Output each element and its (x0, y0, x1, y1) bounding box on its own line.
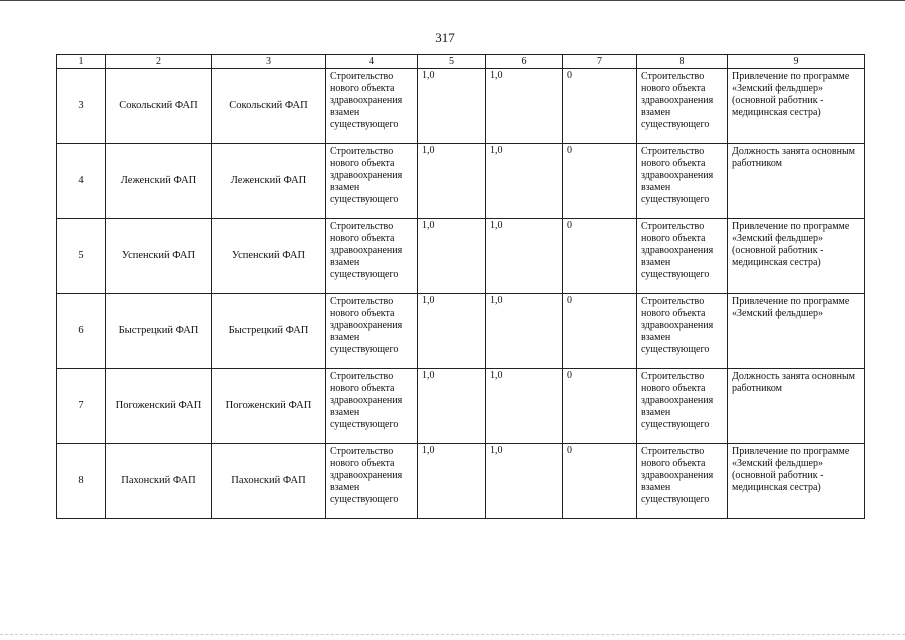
value-col7: 0 (563, 444, 637, 519)
plan-text: Строительство нового объекта здравоохранения взамен существующего (637, 294, 728, 369)
facility-name: Успенский ФАП (106, 219, 212, 294)
facility-name-alt: Сокольский ФАП (212, 69, 326, 144)
table-row (57, 444, 865, 519)
row-number: 8 (57, 444, 106, 519)
bottom-divider (0, 634, 905, 635)
header-row (57, 55, 865, 69)
value-col7: 0 (563, 294, 637, 369)
value-col6: 1,0 (486, 294, 563, 369)
staffing-note: Привлечение по программе «Земский фельдшер» (основной работник - медицинская сестра) (728, 444, 865, 519)
plan-text: Строительство нового объекта здравоохранения взамен существующего (637, 369, 728, 444)
facility-name-alt: Леженский ФАП (212, 144, 326, 219)
staffing-note: Привлечение по программе «Земский фельдшер» (основной работник - медицинская сестра) (728, 219, 865, 294)
header-cell: 4 (326, 55, 418, 69)
header-cell: 8 (637, 55, 728, 69)
value-col5: 1,0 (418, 294, 486, 369)
staffing-note: Должность занята основным работником (728, 369, 865, 444)
table-row (57, 144, 865, 219)
action-text: Строительство нового объекта здравоохранения взамен существующего (326, 69, 418, 144)
action-text: Строительство нового объекта здравоохранения взамен существующего (326, 144, 418, 219)
staffing-note: Должность занята основным работником (728, 144, 865, 219)
action-text: Строительство нового объекта здравоохранения взамен существующего (326, 444, 418, 519)
facility-name: Леженский ФАП (106, 144, 212, 219)
header-cell: 1 (57, 55, 106, 69)
header-cell: 7 (563, 55, 637, 69)
facility-name-alt: Успенский ФАП (212, 219, 326, 294)
table-row (57, 219, 865, 294)
row-number: 3 (57, 69, 106, 144)
header-cell: 6 (486, 55, 563, 69)
data-table (56, 54, 865, 519)
plan-text: Строительство нового объекта здравоохранения взамен существующего (637, 444, 728, 519)
header-cell: 5 (418, 55, 486, 69)
value-col5: 1,0 (418, 369, 486, 444)
plan-text: Строительство нового объекта здравоохранения взамен существующего (637, 219, 728, 294)
plan-text: Строительство нового объекта здравоохранения взамен существующего (637, 69, 728, 144)
facility-name: Погоженский ФАП (106, 369, 212, 444)
value-col5: 1,0 (418, 69, 486, 144)
value-col5: 1,0 (418, 219, 486, 294)
staffing-note: Привлечение по программе «Земский фельдшер» (основной работник - медицинская сестра) (728, 69, 865, 144)
table-row (57, 294, 865, 369)
value-col7: 0 (563, 219, 637, 294)
action-text: Строительство нового объекта здравоохранения взамен существующего (326, 294, 418, 369)
facility-name: Пахонский ФАП (106, 444, 212, 519)
staffing-note: Привлечение по программе «Земский фельдшер» (728, 294, 865, 369)
facility-name: Быстрецкий ФАП (106, 294, 212, 369)
value-col5: 1,0 (418, 144, 486, 219)
value-col6: 1,0 (486, 144, 563, 219)
table-row (57, 369, 865, 444)
facility-name: Сокольский ФАП (106, 69, 212, 144)
value-col6: 1,0 (486, 369, 563, 444)
value-col7: 0 (563, 69, 637, 144)
row-number: 5 (57, 219, 106, 294)
row-number: 4 (57, 144, 106, 219)
row-number: 6 (57, 294, 106, 369)
header-cell: 3 (212, 55, 326, 69)
row-number: 7 (57, 369, 106, 444)
plan-text: Строительство нового объекта здравоохранения взамен существующего (637, 144, 728, 219)
top-edge-line (0, 0, 905, 1)
value-col6: 1,0 (486, 69, 563, 144)
facility-name-alt: Пахонский ФАП (212, 444, 326, 519)
value-col5: 1,0 (418, 444, 486, 519)
table-row (57, 69, 865, 144)
action-text: Строительство нового объекта здравоохранения взамен существующего (326, 369, 418, 444)
value-col7: 0 (563, 369, 637, 444)
value-col6: 1,0 (486, 219, 563, 294)
header-cell: 9 (728, 55, 865, 69)
facility-name-alt: Погоженский ФАП (212, 369, 326, 444)
facility-name-alt: Быстрецкий ФАП (212, 294, 326, 369)
value-col7: 0 (563, 144, 637, 219)
header-cell: 2 (106, 55, 212, 69)
value-col6: 1,0 (486, 444, 563, 519)
action-text: Строительство нового объекта здравоохранения взамен существующего (326, 219, 418, 294)
page-number: 317 (435, 30, 455, 45)
